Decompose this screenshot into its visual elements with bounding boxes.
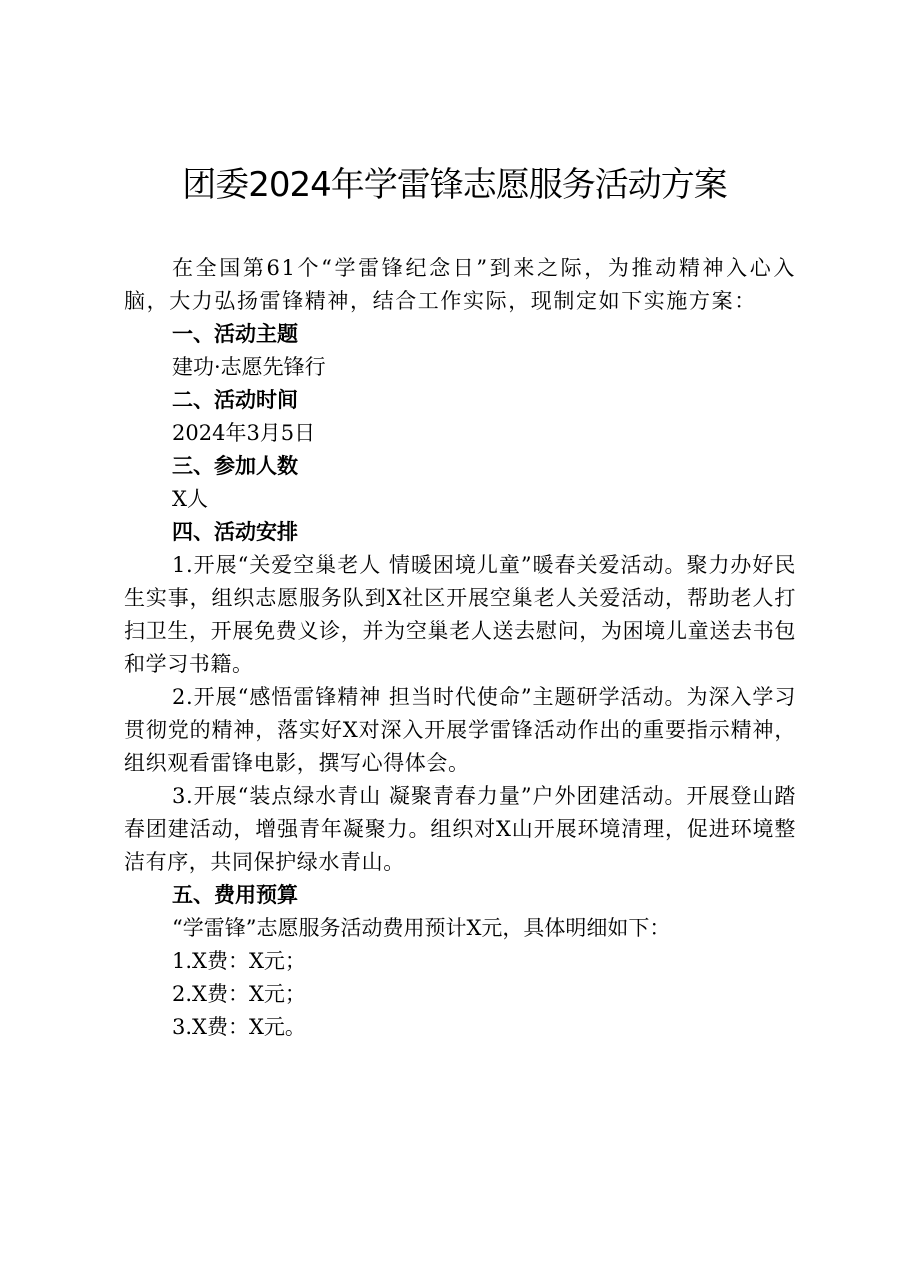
section-heading-arrangement: 四、活动安排 — [172, 520, 298, 544]
section-heading-theme: 一、活动主题 — [172, 322, 298, 346]
arrangement-item-2: 2.开展“感悟雷锋精神 担当时代使命”主题研学活动。为深入学习贯彻党的精神，落实好X对深入开展学雷锋活动作出的重要指示精神，组织观看雷锋电影，撰写心得体会。 — [124, 685, 796, 775]
time-text: 2024年3月5日 — [172, 421, 316, 445]
section-heading-time: 二、活动时间 — [172, 388, 298, 412]
budget-summary: “学雷锋”志愿服务活动费用预计X元，具体明细如下： — [172, 916, 671, 940]
budget-item-3: 3.X费：X元。 — [172, 1015, 306, 1039]
arrangement-item-1: 1.开展“关爱空巢老人 情暖困境儿童”暖春关爱活动。聚力办好民生实事，组织志愿服务队到X社区开展空巢老人关爱活动，帮助老人打扫卫生，开展免费义诊，并为空巢老人送去慰问，为困境儿童送去书包和学习书籍。 — [124, 553, 796, 676]
budget-item-2: 2.X费：X元； — [172, 982, 306, 1006]
section-heading-budget: 五、费用预算 — [172, 883, 298, 907]
intro-paragraph: 在全国第61个“学雷锋纪念日”到来之际，为推动精神入心入脑，大力弘扬雷锋精神，结合工作实际，现制定如下实施方案： — [124, 256, 796, 313]
arrangement-item-3: 3.开展“装点绿水青山 凝聚青春力量”户外团建活动。开展登山踏春团建活动，增强青年凝聚力。组织对X山开展环境清理，促进环境整洁有序，共同保护绿水青山。 — [124, 784, 796, 874]
budget-item-1: 1.X费：X元； — [172, 949, 306, 973]
participants-text: X人 — [172, 487, 208, 511]
section-heading-participants: 三、参加人数 — [172, 454, 298, 478]
theme-text: 建功·志愿先锋行 — [172, 355, 326, 379]
document-body — [124, 252, 796, 1044]
document-title: 团委2024年学雷锋志愿服务活动方案 — [182, 165, 727, 205]
